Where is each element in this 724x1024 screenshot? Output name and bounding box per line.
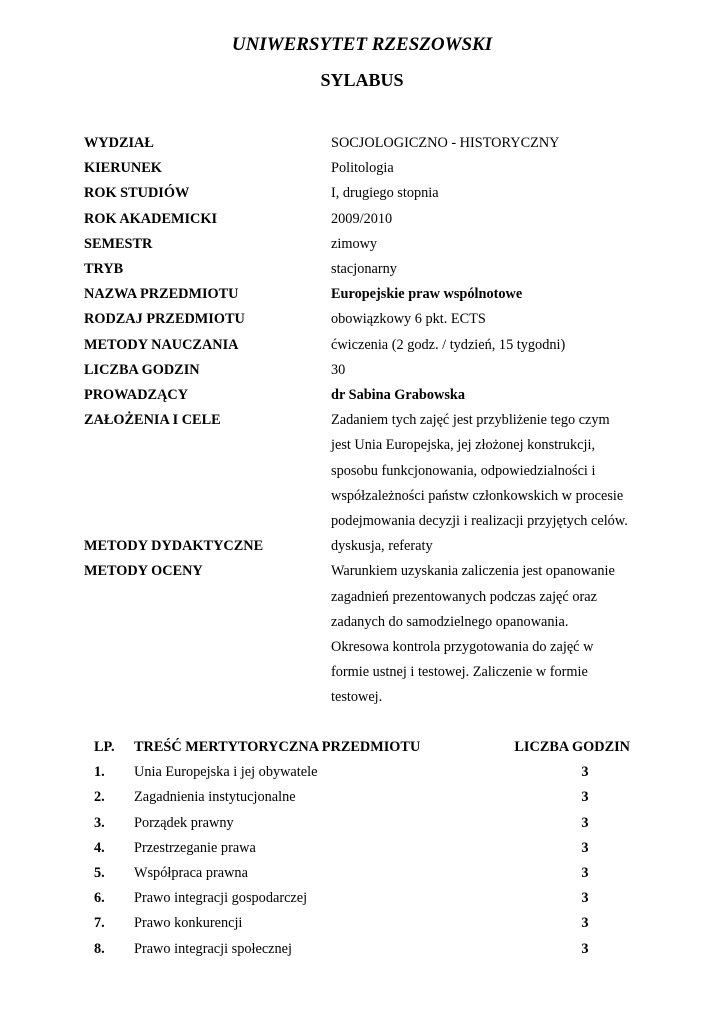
info-row <box>84 660 644 685</box>
info-value: Europejskie praw wspólnotowe <box>331 286 523 303</box>
row-number: 1. <box>94 764 105 781</box>
table-row <box>84 760 644 785</box>
info-row <box>84 685 644 710</box>
info-row <box>84 383 644 408</box>
info-value: SOCJOLOGICZNO - HISTORYCZNY <box>331 135 560 151</box>
info-row <box>84 358 644 383</box>
info-value: dr Sabina Grabowska <box>331 387 466 404</box>
info-label: WYDZIAŁ <box>84 135 154 151</box>
info-value: jest Unia Europejska, jej złożonej konstrukcji, <box>331 437 596 454</box>
row-number: 8. <box>94 940 105 957</box>
info-value: podejmowania decyzji i realizacji przyjętych celów. <box>331 513 628 530</box>
info-label: RODZAJ PRZEDMIOTU <box>84 311 245 328</box>
page-title: UNIWERSYTET RZESZOWSKI <box>231 34 493 55</box>
row-number: 4. <box>94 839 105 856</box>
info-row <box>84 459 644 484</box>
info-label <box>84 610 331 635</box>
info-row <box>84 585 644 610</box>
info-value: Zadaniem tych zajęć jest przybliżenie tego czym <box>331 412 610 429</box>
info-label <box>84 459 331 484</box>
info-row <box>84 156 644 181</box>
info-label: ROK AKADEMICKI <box>84 210 218 227</box>
info-label <box>84 660 331 685</box>
info-value: I, drugiego stopnia <box>331 185 439 202</box>
info-row <box>84 257 644 282</box>
table-row <box>84 785 644 810</box>
info-value: testowej. <box>331 689 383 706</box>
row-number: 5. <box>94 865 105 882</box>
info-row <box>84 484 644 509</box>
info-label: PROWADZĄCY <box>84 387 189 404</box>
info-value: Warunkiem uzyskania zaliczenia jest opanowanie <box>331 563 615 580</box>
info-label <box>84 509 331 534</box>
row-hours: 3 <box>581 789 589 806</box>
row-topic: Prawo integracji gospodarczej <box>134 890 308 907</box>
info-value: 2009/2010 <box>331 210 393 227</box>
info-label <box>84 433 331 458</box>
table-row <box>84 861 644 886</box>
info-label: METODY NAUCZANIA <box>84 336 239 353</box>
row-topic: Prawo integracji społecznej <box>134 940 292 957</box>
info-row <box>84 433 644 458</box>
info-value: ćwiczenia (2 godz. / tydzień, 15 tygodni) <box>331 336 566 353</box>
page-subtitle: SYLABUS <box>320 70 404 90</box>
info-label: ROK STUDIÓW <box>84 185 190 202</box>
row-topic: Przestrzeganie prawa <box>134 839 256 856</box>
row-number: 2. <box>94 789 105 806</box>
info-row <box>84 610 644 635</box>
row-hours: 3 <box>581 915 589 932</box>
info-label: TRYB <box>84 261 124 278</box>
info-row <box>84 131 644 156</box>
info-value: Politologia <box>331 160 394 177</box>
row-hours: 3 <box>581 865 589 882</box>
info-row <box>84 232 644 257</box>
info-value: zadanych do samodzielnego opanowania. <box>331 613 569 630</box>
info-label <box>84 484 331 509</box>
row-number: 6. <box>94 890 105 907</box>
header-lp: LP. <box>94 739 115 755</box>
info-label: SEMESTR <box>84 235 153 252</box>
table-row <box>84 911 644 936</box>
content-table <box>84 735 644 962</box>
row-hours: 3 <box>581 890 589 907</box>
header-topic: TREŚĆ MERTYTORYCZNA PRZEDMIOTU <box>134 739 421 755</box>
info-label: KIERUNEK <box>84 160 162 177</box>
info-row <box>84 509 644 534</box>
row-topic: Unia Europejska i jej obywatele <box>134 764 318 781</box>
row-topic: Zagadnienia instytucjonalne <box>134 789 296 806</box>
info-row <box>84 181 644 206</box>
info-row <box>84 534 644 559</box>
info-value: współzależności państw członkowskich w procesie <box>331 487 624 504</box>
info-value: dyskusja, referaty <box>331 538 433 555</box>
info-label <box>84 685 331 710</box>
table-row <box>84 886 644 911</box>
info-label: LICZBA GODZIN <box>84 361 200 378</box>
table-row <box>84 836 644 861</box>
header-hours: LICZBA GODZIN <box>514 739 630 755</box>
info-value: zagadnień prezentowanych podczas zajęć oraz <box>331 588 597 605</box>
info-value: obowiązkowy 6 pkt. ECTS <box>331 311 486 328</box>
row-hours: 3 <box>581 764 589 781</box>
info-label: METODY DYDAKTYCZNE <box>84 538 264 555</box>
table-row <box>84 811 644 836</box>
info-row <box>84 307 644 332</box>
row-hours: 3 <box>581 839 589 856</box>
info-label: NAZWA PRZEDMIOTU <box>84 286 239 303</box>
info-row <box>84 333 644 358</box>
info-label <box>84 635 331 660</box>
content-table-body <box>84 760 644 962</box>
info-value: zimowy <box>331 235 378 252</box>
row-topic: Porządek prawny <box>134 814 234 831</box>
row-topic: Współpraca prawna <box>134 865 248 882</box>
info-value: 30 <box>331 361 346 378</box>
content-table-header <box>84 735 644 760</box>
info-value: stacjonarny <box>331 261 397 278</box>
row-number: 7. <box>94 915 105 932</box>
table-row <box>84 937 644 962</box>
info-row <box>84 559 644 584</box>
row-number: 3. <box>94 814 105 831</box>
info-row <box>84 282 644 307</box>
info-label <box>84 585 331 610</box>
row-topic: Prawo konkurencji <box>134 915 243 932</box>
info-row <box>84 635 644 660</box>
info-row <box>84 408 644 433</box>
syllabus-info-table <box>84 131 644 711</box>
info-value: Okresowa kontrola przygotowania do zajęć w <box>331 639 594 656</box>
row-hours: 3 <box>581 940 589 957</box>
info-row <box>84 207 644 232</box>
row-hours: 3 <box>581 814 589 831</box>
info-label: ZAŁOŻENIA I CELE <box>84 412 221 429</box>
info-value: sposobu funkcjonowania, odpowiedzialności i <box>331 462 596 479</box>
info-value: formie ustnej i testowej. Zaliczenie w formie <box>331 664 588 681</box>
info-label: METODY OCENY <box>84 563 203 580</box>
